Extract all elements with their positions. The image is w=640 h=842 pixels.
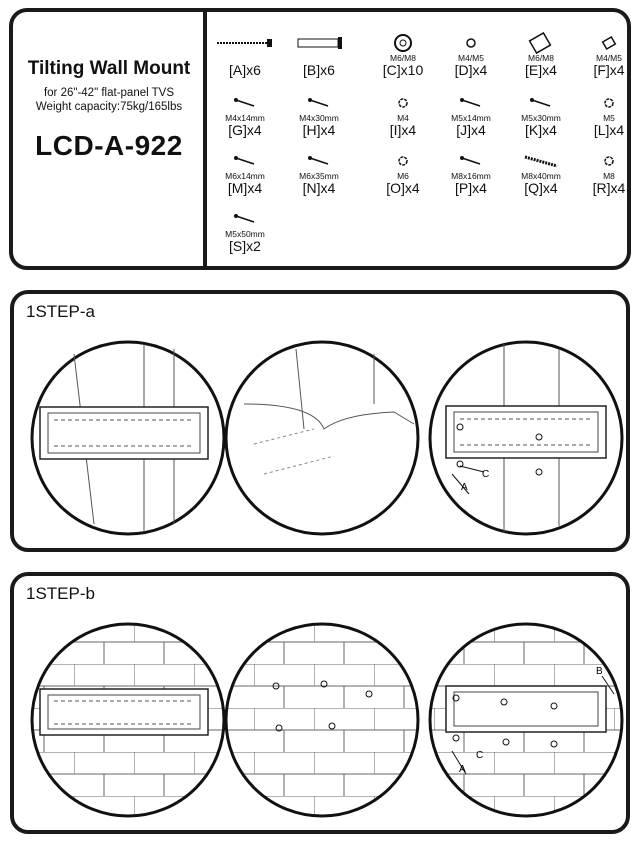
part-label: [L]x4 — [593, 122, 625, 138]
step-a-panel — [10, 290, 630, 552]
part-item — [277, 32, 361, 78]
part-label: [E]x4 — [525, 62, 557, 78]
wall-anchor-icon — [277, 32, 361, 54]
part-label: [B]x6 — [303, 62, 335, 78]
model-number: LCD-A-922 — [35, 130, 183, 161]
part-spec: M5x50mm — [225, 229, 265, 239]
part-spec: M4/M5 — [596, 53, 622, 63]
lock-washer-icon — [567, 150, 640, 172]
step-b-circle-bracket — [32, 624, 224, 816]
part-spec: M4x30mm — [299, 113, 339, 123]
part-spec: M6/M8 — [528, 53, 554, 63]
part-label: [Q]x4 — [524, 180, 558, 196]
callout-c: C — [482, 469, 490, 480]
screw-icon — [277, 92, 361, 114]
product-title: Tilting Wall Mount — [27, 58, 191, 79]
part-spec: M6x14mm — [225, 171, 265, 181]
parts-header-panel — [9, 8, 631, 270]
part-label: [A]x6 — [229, 62, 261, 78]
part-spec: M8x40mm — [521, 171, 561, 181]
part-label: [P]x4 — [455, 180, 487, 196]
step-a-label: 1STEP-a — [26, 302, 95, 321]
product-subtitle-capacity: Weight capacity:75kg/165lbs — [35, 101, 183, 113]
long-screw-icon — [203, 32, 287, 54]
part-spec: M4/M5 — [458, 53, 484, 63]
part-label: [M]x4 — [227, 180, 263, 196]
part-item — [277, 150, 361, 196]
part-item — [567, 150, 640, 196]
part-spec: M6x35mm — [299, 171, 339, 181]
part-label: [K]x4 — [525, 122, 557, 138]
part-spec: M8x16mm — [451, 171, 491, 181]
callout-a: A — [461, 482, 468, 493]
part-label: [J]x4 — [456, 122, 486, 138]
part-spec: M5 — [603, 113, 615, 123]
part-label: [C]x10 — [382, 62, 424, 78]
screw-icon — [203, 92, 287, 114]
callout-b: B — [596, 666, 603, 677]
part-label: [S]x2 — [229, 238, 261, 254]
part-item — [567, 32, 640, 78]
part-item — [203, 32, 287, 78]
part-label: [N]x4 — [302, 180, 336, 196]
part-item — [567, 92, 640, 138]
part-spec: M4x14mm — [225, 113, 265, 123]
part-label: [I]x4 — [389, 122, 417, 138]
step-a-circle-mounted — [430, 342, 622, 534]
part-label: [F]x4 — [593, 62, 625, 78]
part-spec: M5x14mm — [451, 113, 491, 123]
part-label: [G]x4 — [228, 122, 262, 138]
part-spec: M5x30mm — [521, 113, 561, 123]
lock-washer-icon — [567, 92, 640, 114]
part-spec: M6 — [397, 171, 409, 181]
part-label: [D]x4 — [454, 62, 488, 78]
part-item — [203, 208, 287, 254]
step-b-circle-mounted — [430, 624, 622, 816]
callout-a: A — [459, 764, 466, 775]
part-spec: M4 — [397, 113, 409, 123]
step-a-circle-bracket — [32, 342, 224, 534]
product-subtitle-size: for 26"-42" flat-panel TVS — [43, 87, 175, 99]
step-a-circle-wall — [226, 342, 418, 534]
step-b-circle-holes — [226, 624, 418, 816]
part-spec: M6/M8 — [390, 53, 416, 63]
part-spec: M8 — [603, 171, 615, 181]
step-a-illustration — [14, 294, 626, 548]
callout-c: C — [476, 750, 484, 761]
part-label: [H]x4 — [302, 122, 336, 138]
screw-icon — [203, 208, 287, 230]
part-item — [203, 150, 287, 196]
screw-icon — [277, 150, 361, 172]
step-b-illustration — [14, 576, 626, 830]
screw-icon — [203, 150, 287, 172]
part-label: [O]x4 — [386, 180, 420, 196]
part-item — [277, 92, 361, 138]
part-label: [R]x4 — [592, 180, 626, 196]
step-b-panel — [10, 572, 630, 834]
part-item — [203, 92, 287, 138]
small-spacer-icon — [567, 32, 640, 54]
step-b-label: 1STEP-b — [26, 584, 95, 603]
